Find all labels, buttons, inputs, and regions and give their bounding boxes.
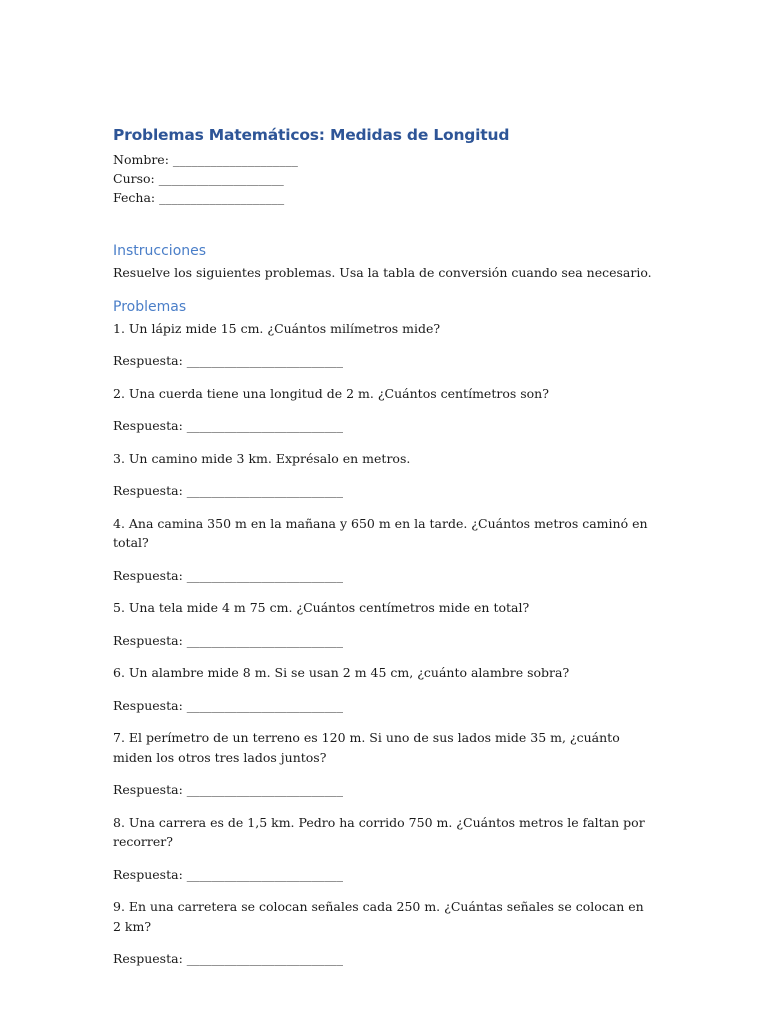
answer-line: Respuesta: _________________________	[113, 567, 343, 583]
problem-item	[113, 598, 673, 650]
course-field-line: Curso: ____________________	[113, 171, 284, 186]
date-field-line: Fecha: ____________________	[113, 190, 285, 205]
problem-item	[113, 897, 673, 969]
answer-line: Respuesta: _________________________	[113, 782, 343, 797]
page-title: Problemas Matemáticos: Medidas de Longitud	[113, 126, 510, 144]
problem-text: 9. En una carretera se colocan señales cada 250 m. ¿Cuántas señales se colocan en 2 km?	[113, 899, 644, 934]
problem-item	[113, 384, 673, 436]
problem-item	[113, 728, 673, 800]
problem-item	[113, 319, 673, 371]
problem-text: 5. Una tela mide 4 m 75 cm. ¿Cuántos centímetros mide en total?	[113, 600, 530, 615]
answer-line: Respuesta: _________________________	[113, 951, 343, 966]
problem-item	[113, 514, 673, 586]
instructions-text: Resuelve los siguientes problemas. Usa la tabla de conversión cuando sea necesario.	[113, 265, 652, 280]
problem-text: 3. Un camino mide 3 km. Exprésalo en metros.	[113, 450, 411, 466]
problem-item	[113, 813, 673, 885]
answer-line: Respuesta: _________________________	[113, 632, 343, 648]
problem-text: 6. Un alambre mide 8 m. Si se usan 2 m 45 cm, ¿cuánto alambre sobra?	[113, 665, 570, 680]
answer-line: Respuesta: _________________________	[113, 483, 343, 498]
problem-text: 7. El perímetro de un terreno es 120 m. Si uno de sus lados mide 35 m, ¿cuánto miden los otros tres lados juntos?	[113, 730, 620, 765]
problem-text: 8. Una carrera es de 1,5 km. Pedro ha corrido 750 m. ¿Cuántos metros le faltan por recorrer?	[113, 814, 645, 849]
problem-text: 1. Un lápiz mide 15 cm. ¿Cuántos milímetros mide?	[113, 320, 441, 336]
problem-text: 2. Una cuerda tiene una longitud de 2 m. ¿Cuántos centímetros son?	[113, 385, 549, 401]
answer-line: Respuesta: _________________________	[113, 353, 343, 368]
instructions-heading: Instrucciones	[113, 243, 207, 259]
problem-list	[113, 319, 673, 969]
problem-item	[113, 449, 673, 501]
name-field-line: Nombre: ____________________	[113, 152, 298, 167]
problem-item	[113, 663, 673, 715]
worksheet-page	[113, 124, 673, 969]
problem-text: 4. Ana camina 350 m en la mañana y 650 m en la tarde. ¿Cuántos metros caminó en total?	[113, 515, 648, 550]
answer-line: Respuesta: _________________________	[113, 866, 343, 882]
problems-heading: Problemas	[113, 298, 187, 315]
student-info	[113, 150, 673, 207]
answer-line: Respuesta: _________________________	[113, 697, 343, 713]
answer-line: Respuesta: _________________________	[113, 418, 343, 433]
